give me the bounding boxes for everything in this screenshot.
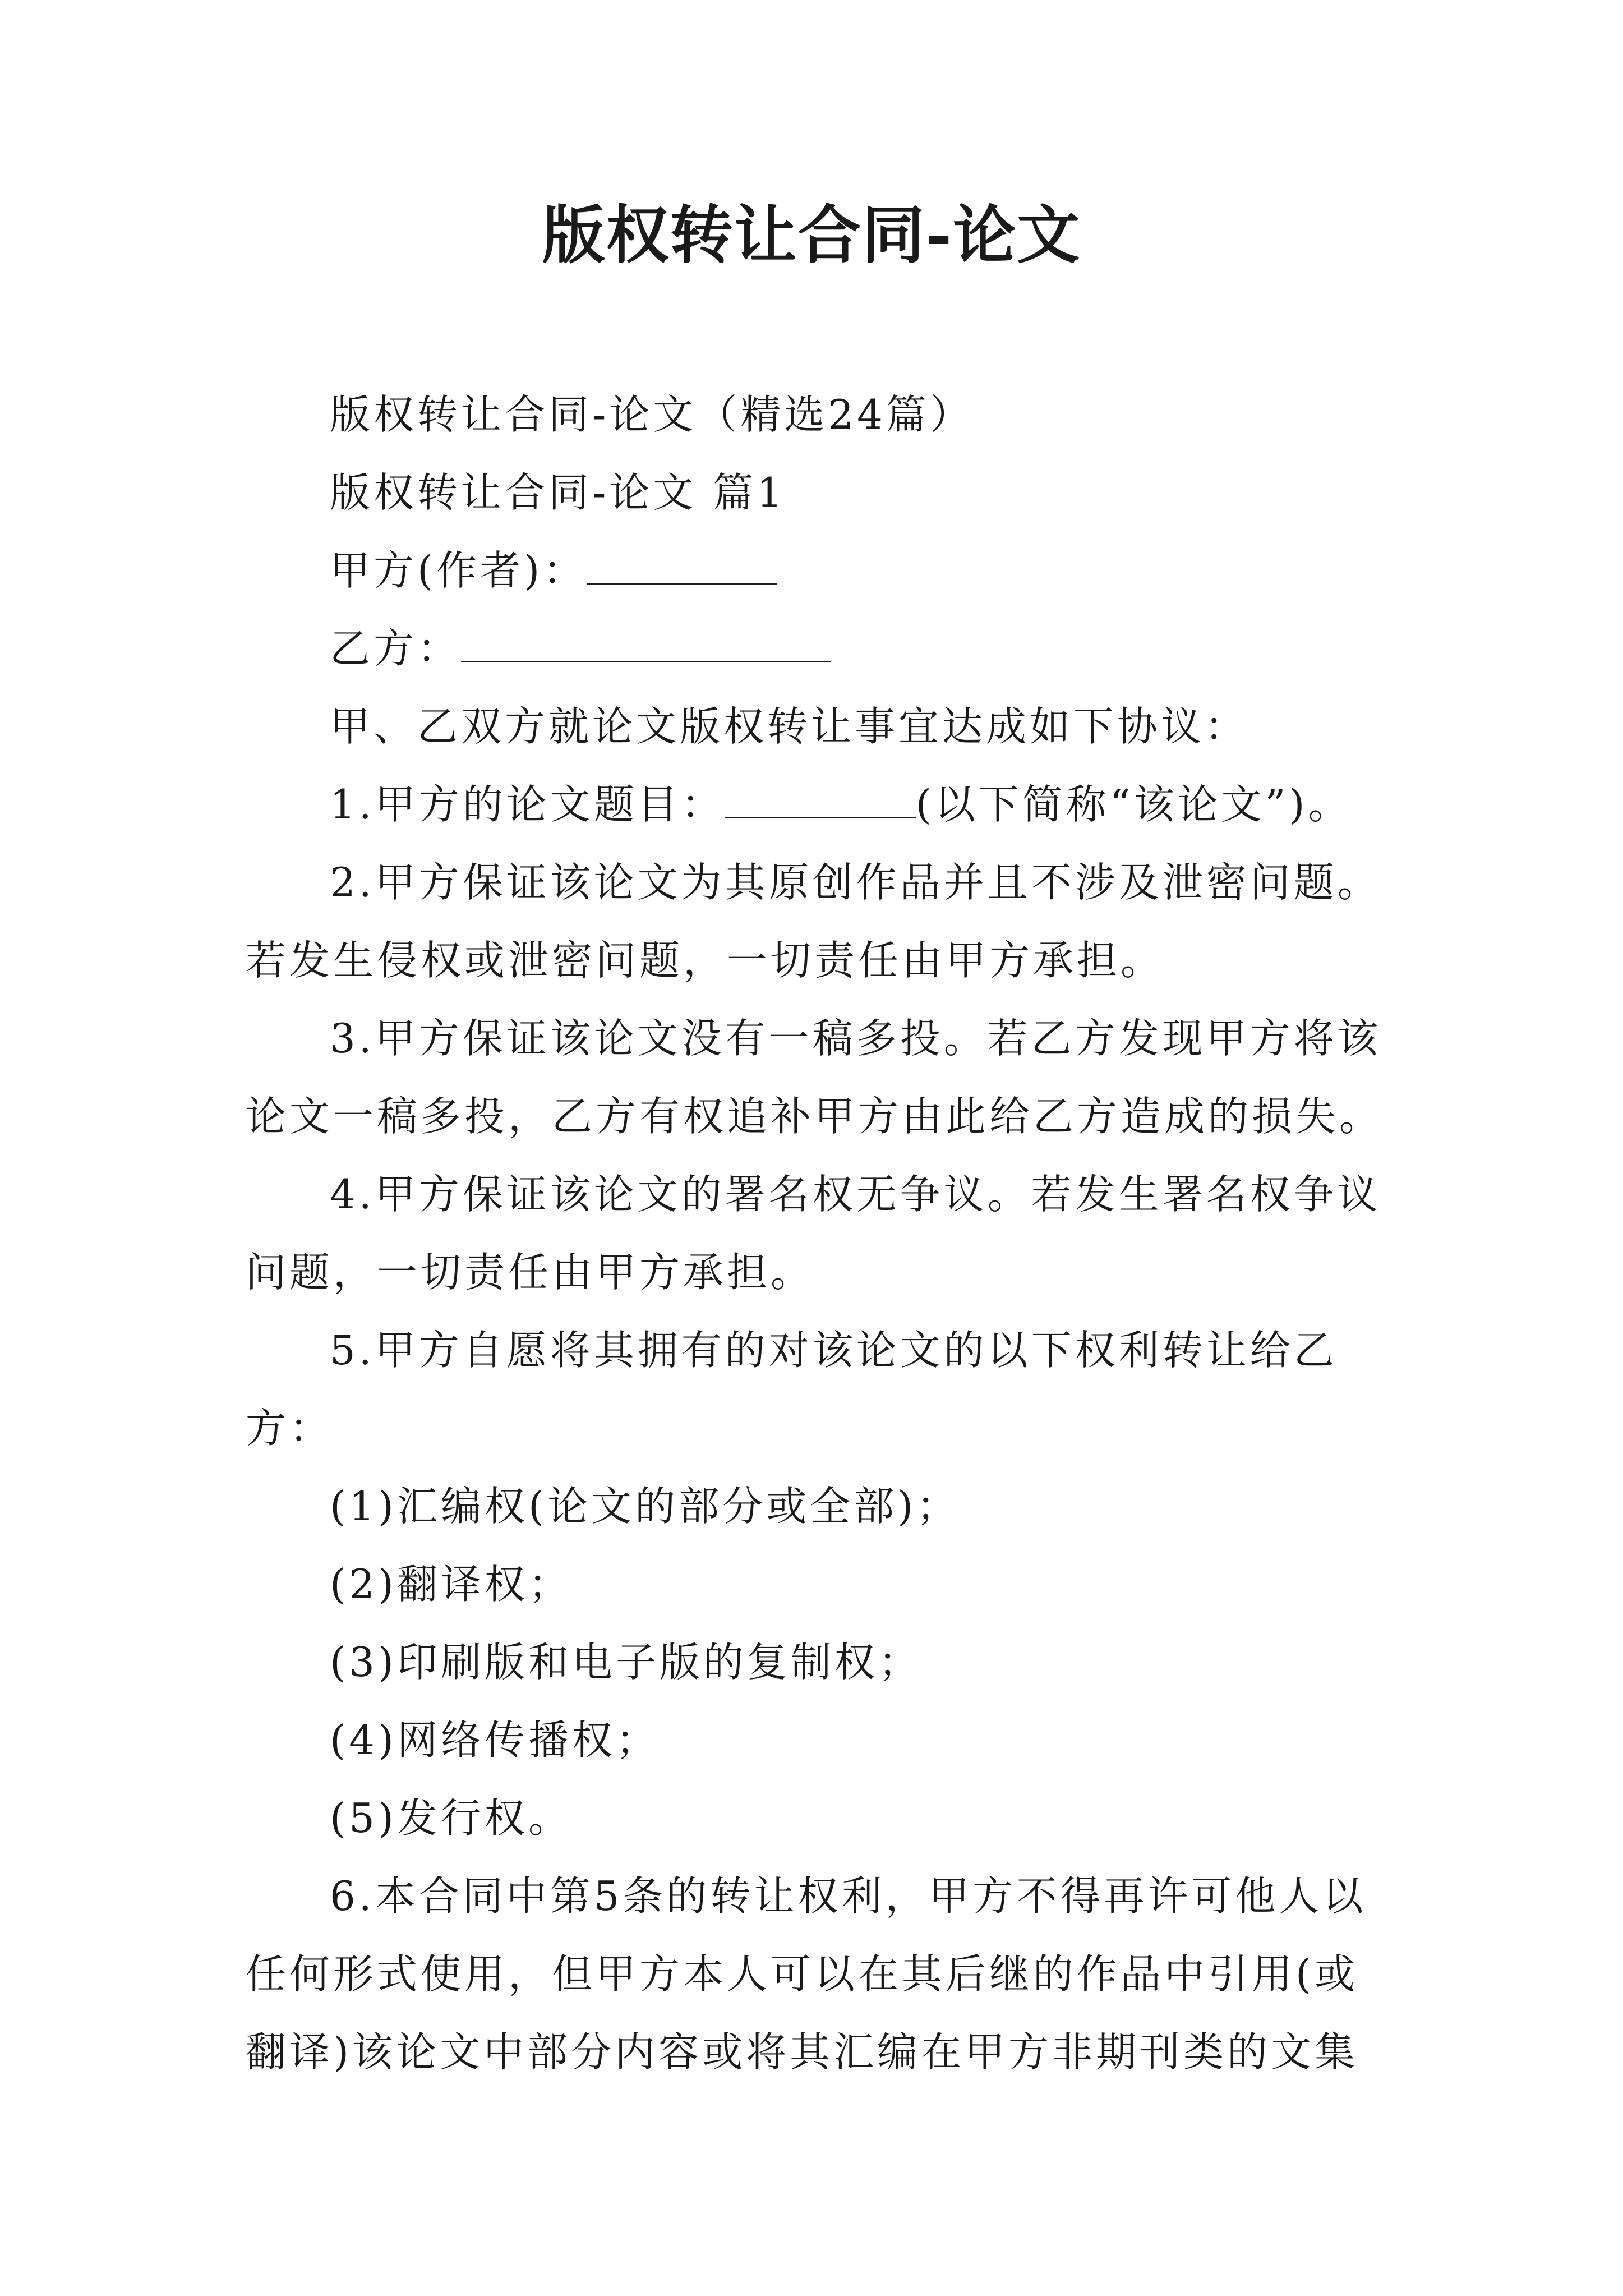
clause-5: 5.甲方自愿将其拥有的对该论文的以下权利转让给乙方： [246,1327,1338,1452]
clause-3: 3.甲方保证该论文没有一稿多投。若乙方发现甲方将该论文一稿多投，乙方有权追补甲方由此给乙方造成的损失。 [246,1015,1384,1140]
right-item: (1)汇编权(论文的部分或全部)； [330,1483,961,1530]
document-title: 版权转让合同-论文 [542,199,1081,272]
party-b-line [246,610,1384,688]
party-b-blank [461,620,831,662]
right-item: (5)发行权。 [330,1795,572,1842]
document-subtitle: 版权转让合同-论文（精选24篇） [330,391,974,438]
paper-title-blank [725,776,916,818]
clause-4: 4.甲方保证该论文的署名权无争议。若发生署名权争议问题，一切责任由甲方承担。 [246,1171,1381,1296]
clause-1 [246,766,1384,844]
clause-2: 2.甲方保证该论文为其原创作品并且不涉及泄密问题。若发生侵权或泄密问题，一切责任由甲方承担。 [246,859,1381,984]
clause-1-suffix: (以下简称“该论文”)。 [915,781,1352,828]
right-item: (2)翻译权； [330,1561,572,1608]
party-a-label: 甲方(作者)： [330,547,587,594]
document-body [246,376,1384,2091]
right-item: (4)网络传播权； [330,1717,660,1764]
clause-1-prefix: 1.甲方的论文题目： [330,781,725,828]
party-a-line [246,532,1384,610]
clause-6: 6.本合同中第5条的转让权利，甲方不得再许可他人以任何形式使用，但甲方本人可以在其后继的作品中引用(或翻译)该论文中部分内容或将其汇编在甲方非期刊类的文集 [246,1872,1367,2076]
section-heading: 版权转让合同-论文 篇1 [330,469,786,516]
party-a-blank [587,542,777,585]
party-b-label: 乙方： [330,625,462,672]
right-item: (3)印刷版和电子版的复制权； [330,1639,922,1686]
agreement-intro: 甲、乙双方就论文版权转让事宜达成如下协议： [330,703,1249,750]
